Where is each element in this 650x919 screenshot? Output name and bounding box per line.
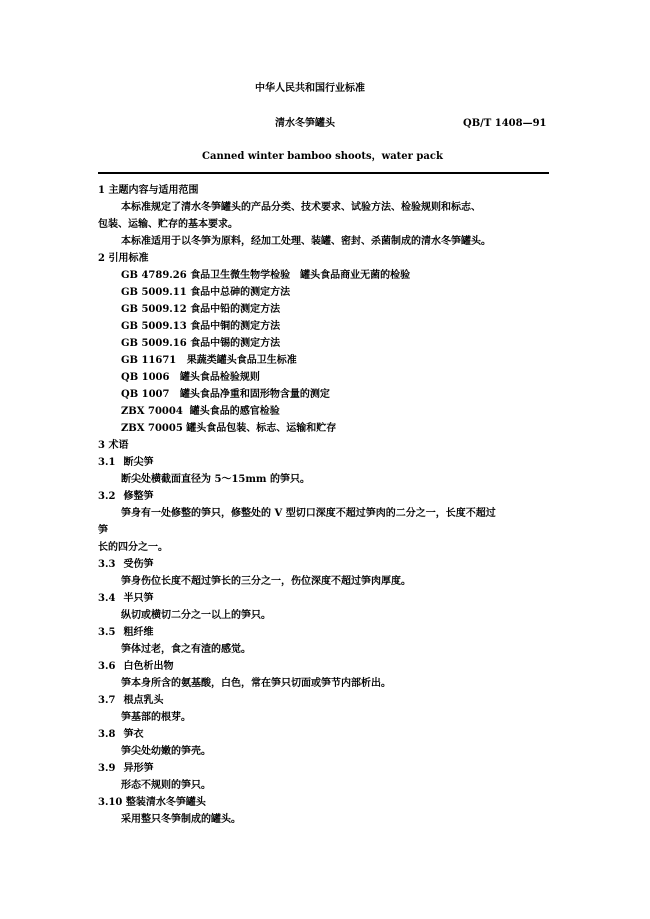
section-1-para-1a: 本标准规定了清水冬笋罐头的产品分类、技术要求、试验方法、检验规则和标志、 xyxy=(121,202,481,213)
term-name: 粗纤维 xyxy=(123,627,154,638)
reference-title: 食品中铜的测定方法 xyxy=(190,321,281,332)
reference-title: 罐头食品净重和固形物含量的测定 xyxy=(179,389,330,400)
reference-code: GB 5009.12 xyxy=(121,304,187,315)
term-heading xyxy=(98,694,163,707)
section-2-heading: 2 引用标准 xyxy=(98,253,149,264)
reference-code: GB 4789.26 xyxy=(121,270,187,281)
reference-code: GB 11671 xyxy=(121,355,177,366)
reference-title: 罐头食品检验规则 xyxy=(179,372,260,383)
reference-item xyxy=(121,303,280,316)
reference-code: QB 1006 xyxy=(121,372,170,383)
reference-title: 食品中总砷的测定方法 xyxy=(190,287,291,298)
term-name: 整装清水冬笋罐头 xyxy=(125,797,206,808)
reference-title: 食品中锡的测定方法 xyxy=(190,338,281,349)
reference-code: GB 5009.13 xyxy=(121,321,187,332)
reference-item xyxy=(121,286,290,299)
term-name: 根点乳头 xyxy=(123,695,164,706)
term-heading xyxy=(98,456,153,469)
term-name: 受伤笋 xyxy=(123,559,154,570)
reference-code: ZBX 70005 xyxy=(121,423,183,434)
term-number: 3.9 xyxy=(98,763,116,774)
term-definition: 笋身有一处修整的笋只，修整处的 V 型切口深度不超过笋肉的二分之一，长度不超过 xyxy=(121,508,496,519)
term-name: 异形笋 xyxy=(123,763,154,774)
term-name: 白色析出物 xyxy=(123,661,174,672)
term-number: 3.7 xyxy=(98,695,116,706)
term-heading xyxy=(98,660,173,673)
term-definition-cont: 长的四分之一。 xyxy=(98,542,168,553)
term-number: 3.1 xyxy=(98,457,116,468)
reference-item xyxy=(121,320,280,333)
section-1-para-1b: 包装、运输、贮存的基本要求。 xyxy=(98,219,238,230)
term-number: 3.4 xyxy=(98,593,116,604)
reference-code: QB 1007 xyxy=(121,389,170,400)
term-name: 修整笋 xyxy=(123,491,154,502)
reference-title: 罐头食品的感官检验 xyxy=(189,406,280,417)
term-definition: 笋尖处幼嫩的笋壳。 xyxy=(121,746,211,757)
reference-item xyxy=(121,354,297,367)
term-number: 3.6 xyxy=(98,661,116,672)
term-heading xyxy=(98,592,153,605)
term-definition-cont: 笋 xyxy=(98,525,108,536)
term-definition: 断尖处横截面直径为 5～15mm 的笋只。 xyxy=(121,474,310,485)
reference-title: 罐头食品包装、标志、运输和贮存 xyxy=(186,423,337,434)
standard-number: QB/T 1408—91 xyxy=(463,118,547,129)
term-number: 3.3 xyxy=(98,559,116,570)
term-heading xyxy=(98,796,206,809)
standard-org: 中华人民共和国行业标准 xyxy=(255,83,365,94)
term-definition: 笋基部的根芽。 xyxy=(121,712,191,723)
term-number: 3.8 xyxy=(98,729,116,740)
english-title: Canned winter bamboo shoots，water pack xyxy=(202,151,443,162)
term-definition: 笋本身所含的氨基酸，白色，常在笋只切面或笋节内部析出。 xyxy=(121,678,391,689)
term-definition: 形态不规则的笋只。 xyxy=(121,780,211,791)
reference-item xyxy=(121,388,330,401)
term-heading xyxy=(98,558,153,571)
reference-item xyxy=(121,371,260,384)
term-number: 3.10 xyxy=(98,797,123,808)
reference-code: ZBX 70004 xyxy=(121,406,183,417)
reference-title: 果蔬类罐头食品卫生标准 xyxy=(186,355,297,366)
term-heading xyxy=(98,626,153,639)
term-name: 笋衣 xyxy=(123,729,144,740)
reference-code: GB 5009.11 xyxy=(121,287,187,298)
header-rule xyxy=(98,172,549,174)
term-definition: 采用整只冬笋制成的罐头。 xyxy=(121,814,241,825)
term-number: 3.2 xyxy=(98,491,116,502)
term-heading xyxy=(98,728,143,741)
reference-item xyxy=(121,405,280,418)
reference-item xyxy=(121,422,336,435)
section-1-heading: 1 主题内容与适用范围 xyxy=(98,185,199,196)
term-heading xyxy=(98,762,153,775)
reference-title: 食品卫生微生物学检验 罐头食品商业无菌的检验 xyxy=(190,270,411,281)
section-1-para-2: 本标准适用于以冬笋为原料，经加工处理、装罐、密封、杀菌制成的清水冬笋罐头。 xyxy=(121,236,491,247)
term-number: 3.5 xyxy=(98,627,116,638)
term-name: 半只笋 xyxy=(123,593,154,604)
section-3-heading: 3 术语 xyxy=(98,440,129,451)
term-definition: 笋身伤位长度不超过笋长的三分之一，伤位深度不超过笋肉厚度。 xyxy=(121,576,411,587)
reference-item xyxy=(121,269,410,282)
term-definition: 纵切或横切二分之一以上的笋只。 xyxy=(121,610,271,621)
term-definition: 笋体过老，食之有渣的感觉。 xyxy=(121,644,251,655)
reference-title: 食品中铅的测定方法 xyxy=(190,304,281,315)
term-name: 断尖笋 xyxy=(123,457,154,468)
document-title: 清水冬笋罐头 xyxy=(275,118,335,129)
reference-item xyxy=(121,337,280,350)
term-heading xyxy=(98,490,153,503)
reference-code: GB 5009.16 xyxy=(121,338,187,349)
